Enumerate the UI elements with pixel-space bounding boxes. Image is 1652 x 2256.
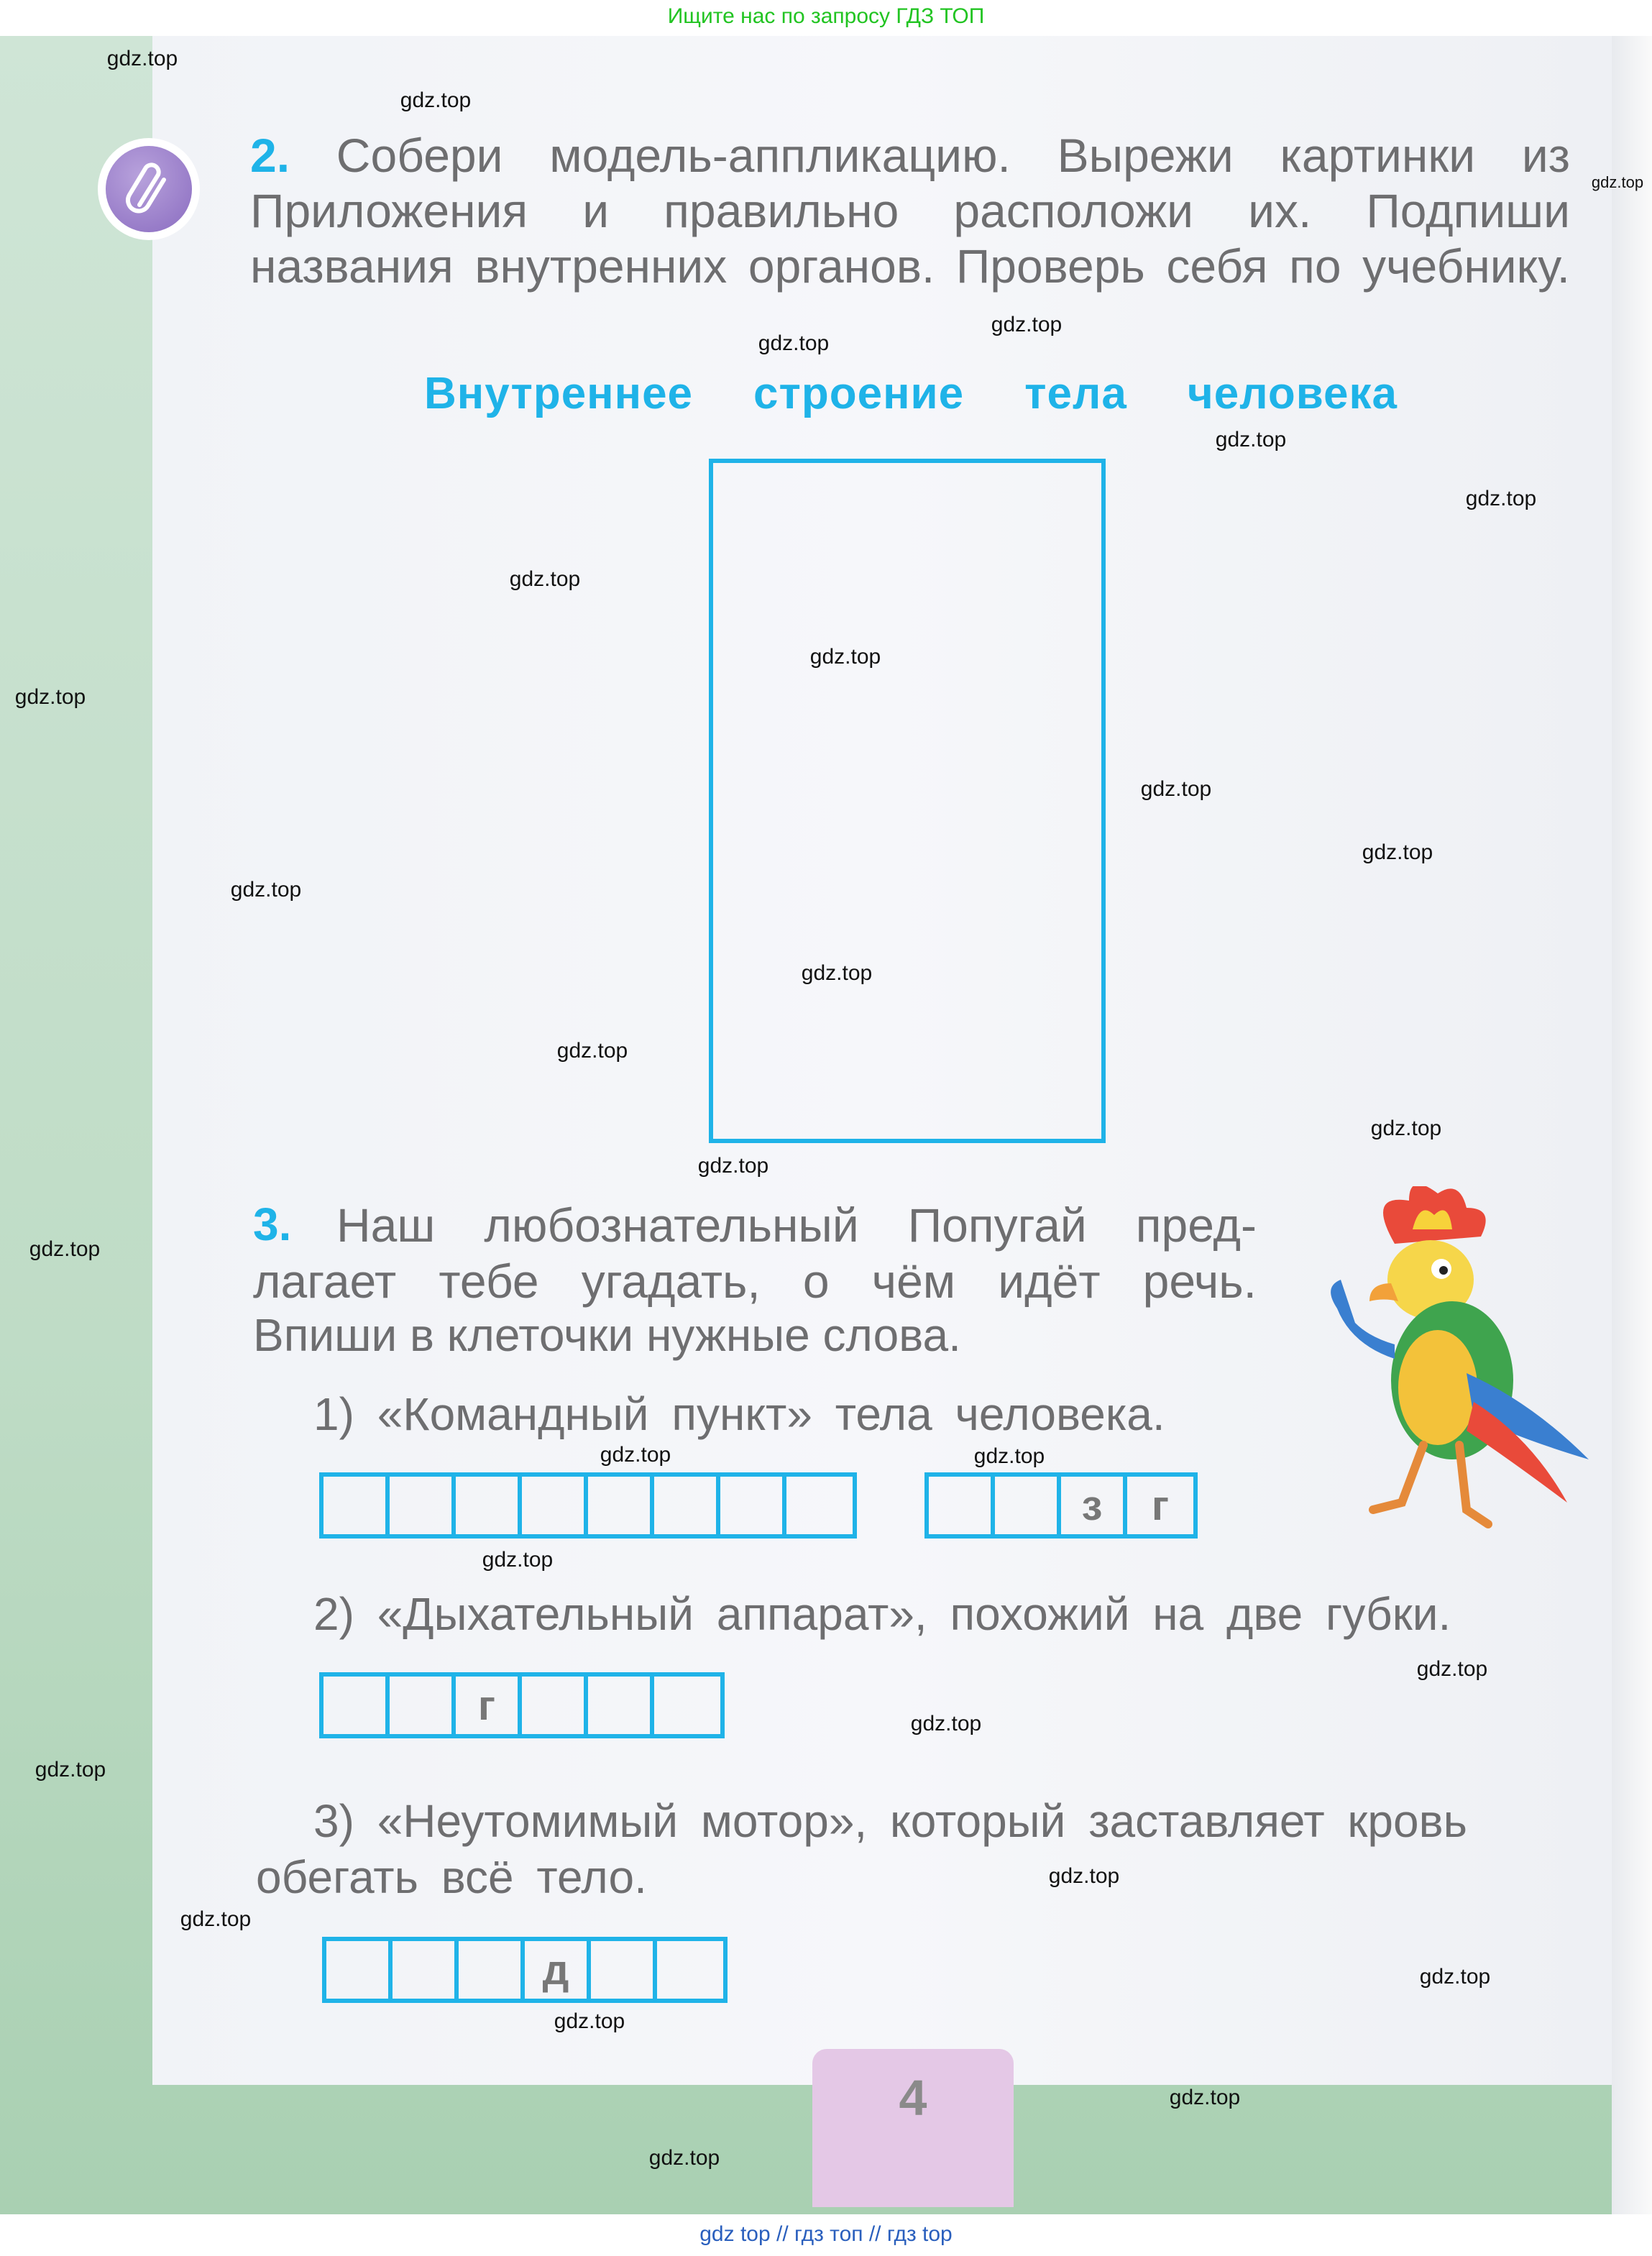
task-3-intro-line-2: лагает тебе угадать, о чём идёт речь. xyxy=(253,1255,1257,1308)
search-banner: Ищите нас по запросу ГДЗ ТОП xyxy=(0,0,1652,36)
letter-cell[interactable] xyxy=(522,1477,588,1534)
watermark: gdz.top xyxy=(1140,777,1212,801)
answer-1-word-2[interactable] xyxy=(924,1472,1198,1539)
watermark: gdz.top xyxy=(400,88,472,112)
letter-cell[interactable] xyxy=(929,1477,995,1534)
watermark: gdz.top xyxy=(1215,428,1287,451)
task-2-text xyxy=(250,128,1570,294)
letter-cell[interactable] xyxy=(390,1477,456,1534)
task-2-number: 2. xyxy=(250,129,290,182)
task-3-intro-line-1: Наш любознательный Попугай пред- xyxy=(336,1198,1257,1252)
footer-links: gdz top // гдз топ // гдз top xyxy=(0,2214,1652,2256)
watermark: gdz.top xyxy=(1362,840,1433,864)
letter-cell[interactable] xyxy=(995,1477,1061,1534)
watermark: gdz.top xyxy=(1169,2086,1241,2109)
task-3-number: 3. xyxy=(253,1198,292,1250)
paperclip-icon xyxy=(98,138,200,240)
watermark: gdz.top xyxy=(230,878,302,902)
watermark: gdz.top xyxy=(648,2146,720,2170)
answer-3[interactable] xyxy=(322,1937,728,2003)
question-3-label-line-1: 3) «Неутомимый мотор», который заставляет кровь xyxy=(313,1795,1467,1847)
letter-cell[interactable]: г xyxy=(1151,1482,1170,1529)
watermark: gdz.top xyxy=(1419,1965,1491,1989)
page-number: 4 xyxy=(812,2049,1014,2207)
task-3-intro-line-3: Впиши в клеточки нужные слова. xyxy=(253,1309,961,1361)
watermark: gdz.top xyxy=(14,685,86,709)
letter-cell[interactable]: д xyxy=(525,1941,591,1999)
watermark: gdz.top xyxy=(600,1443,671,1467)
watermark: gdz.top xyxy=(35,1758,106,1782)
letter-cell[interactable] xyxy=(326,1941,393,1999)
letter-cell[interactable] xyxy=(390,1677,456,1734)
watermark: gdz.top xyxy=(482,1548,554,1572)
letter-cell[interactable] xyxy=(588,1477,654,1534)
letter-cell[interactable] xyxy=(786,1477,853,1534)
letter-cell[interactable] xyxy=(720,1477,786,1534)
answer-1-word-1[interactable] xyxy=(319,1472,857,1539)
watermark: gdz.top xyxy=(991,313,1063,336)
watermark: gdz.top xyxy=(106,47,178,70)
watermark: gdz.top xyxy=(554,2009,625,2033)
letter-cell[interactable] xyxy=(522,1677,588,1734)
letter-cell[interactable] xyxy=(654,1677,720,1734)
letter-cell[interactable] xyxy=(323,1477,390,1534)
watermark: gdz.top xyxy=(758,331,830,355)
letter-cell[interactable] xyxy=(654,1477,720,1534)
letter-cell[interactable] xyxy=(591,1941,657,1999)
watermark: gdz.top xyxy=(180,1907,252,1931)
watermark: gdz.top xyxy=(697,1154,769,1178)
answer-2[interactable] xyxy=(319,1672,725,1738)
watermark: gdz.top xyxy=(1370,1116,1442,1140)
applique-model-frame[interactable] xyxy=(709,459,1106,1143)
letter-cell[interactable] xyxy=(588,1677,654,1734)
task-2-instructions: Собери модель-аппликацию. Вырежи картинки из Приложения и правильно расположи их. Подпиши названия внутренних органов. Проверь себя по учебнику. xyxy=(250,129,1570,293)
question-2-label: 2) «Дыхательный аппарат», похожий на две губки. xyxy=(313,1588,1451,1640)
letter-cell[interactable] xyxy=(456,1477,522,1534)
watermark: gdz.top xyxy=(1591,173,1644,191)
watermark: gdz.top xyxy=(801,961,873,985)
letter-cell[interactable] xyxy=(459,1941,525,1999)
watermark: gdz.top xyxy=(973,1444,1045,1468)
section-heading: Внутреннее строение тела человека xyxy=(424,369,1398,418)
page-edge xyxy=(1612,36,1652,2214)
watermark: gdz.top xyxy=(809,645,881,669)
parrot-illustration xyxy=(1287,1186,1603,1531)
letter-cell[interactable]: з xyxy=(1061,1477,1127,1534)
watermark: gdz.top xyxy=(29,1237,101,1261)
letter-cell[interactable]: г xyxy=(456,1677,522,1734)
letter-cell[interactable] xyxy=(657,1941,723,1999)
watermark: gdz.top xyxy=(1048,1864,1120,1888)
letter-cell[interactable] xyxy=(323,1677,390,1734)
question-3-label-line-2: обегать всё тело. xyxy=(256,1851,647,1903)
watermark: gdz.top xyxy=(910,1712,982,1735)
watermark: gdz.top xyxy=(1465,487,1537,510)
watermark: gdz.top xyxy=(556,1039,628,1063)
watermark: gdz.top xyxy=(1416,1657,1488,1681)
watermark: gdz.top xyxy=(509,567,581,591)
question-1-label: 1) «Командный пункт» тела человека. xyxy=(313,1388,1165,1440)
letter-cell[interactable] xyxy=(393,1941,459,1999)
